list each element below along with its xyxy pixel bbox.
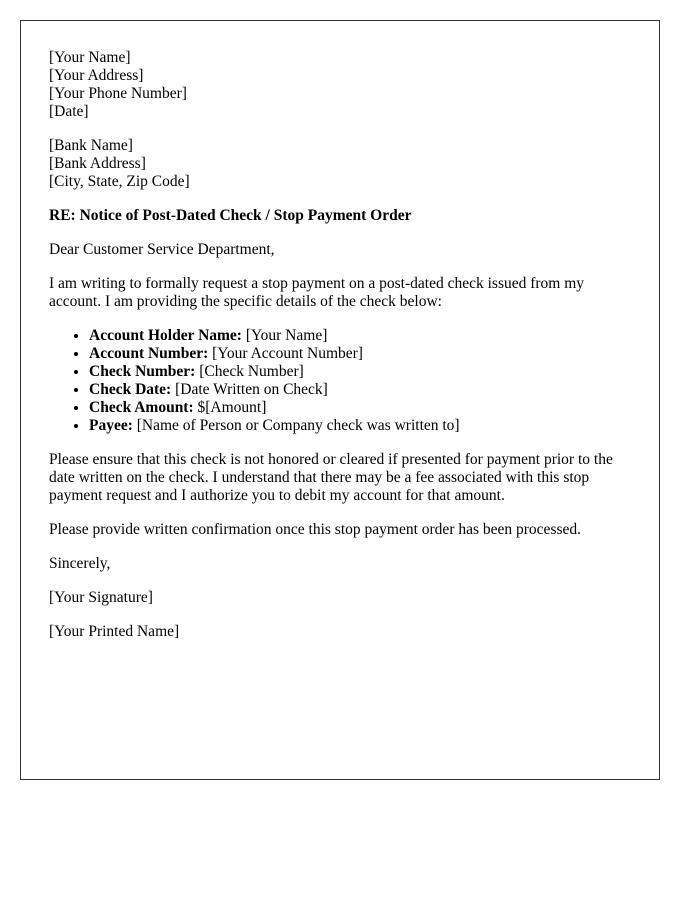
detail-value: [Your Account Number]: [208, 345, 363, 362]
detail-payee: [89, 417, 631, 435]
salutation: Dear Customer Service Department,: [49, 241, 275, 258]
confirmation-paragraph: Please provide written confirmation once this stop payment order has been processed.: [49, 521, 582, 538]
detail-value: [Date Written on Check]: [171, 381, 328, 398]
detail-value: [Check Number]: [195, 363, 304, 380]
bank-name: [Bank Name]: [49, 137, 133, 154]
sender-block: [49, 49, 631, 121]
printed-name-placeholder: [Your Printed Name]: [49, 623, 180, 640]
detail-label: Account Number:: [89, 345, 209, 362]
detail-account-number: [89, 345, 631, 363]
check-details-list: [49, 327, 631, 435]
closing: Sincerely,: [49, 555, 111, 572]
sender-address: [Your Address]: [49, 67, 144, 84]
detail-label: Check Amount:: [89, 399, 194, 416]
ensure-paragraph: Please ensure that this check is not honored or cleared if presented for payment prior to the date written on the check. I understand that there may be a fee associated with this stop payment request and I authorize you to debit my account for that amount.: [49, 451, 613, 504]
detail-value: [Your Name]: [241, 327, 328, 344]
detail-account-holder: [89, 327, 631, 345]
recipient-block: [49, 137, 631, 191]
detail-check-number: [89, 363, 631, 381]
detail-label: Check Number:: [89, 363, 196, 380]
letter-page: [20, 20, 660, 780]
sender-phone: [Your Phone Number]: [49, 85, 187, 102]
detail-label: Check Date:: [89, 381, 172, 398]
bank-city-state-zip: [City, State, Zip Code]: [49, 173, 190, 190]
signature-placeholder: [Your Signature]: [49, 589, 153, 606]
sender-date: [Date]: [49, 103, 89, 120]
bank-address: [Bank Address]: [49, 155, 146, 172]
detail-check-date: [89, 381, 631, 399]
detail-label: Account Holder Name:: [89, 327, 242, 344]
intro-paragraph: I am writing to formally request a stop payment on a post-dated check issued from my account. I am providing the specific details of the check below:: [49, 275, 585, 310]
detail-value: [Name of Person or Company check was written to]: [132, 417, 460, 434]
sender-name: [Your Name]: [49, 49, 131, 66]
detail-value: $[Amount]: [193, 399, 267, 416]
detail-check-amount: [89, 399, 631, 417]
subject-line: RE: Notice of Post-Dated Check / Stop Payment Order: [49, 207, 412, 224]
detail-label: Payee:: [89, 417, 133, 434]
